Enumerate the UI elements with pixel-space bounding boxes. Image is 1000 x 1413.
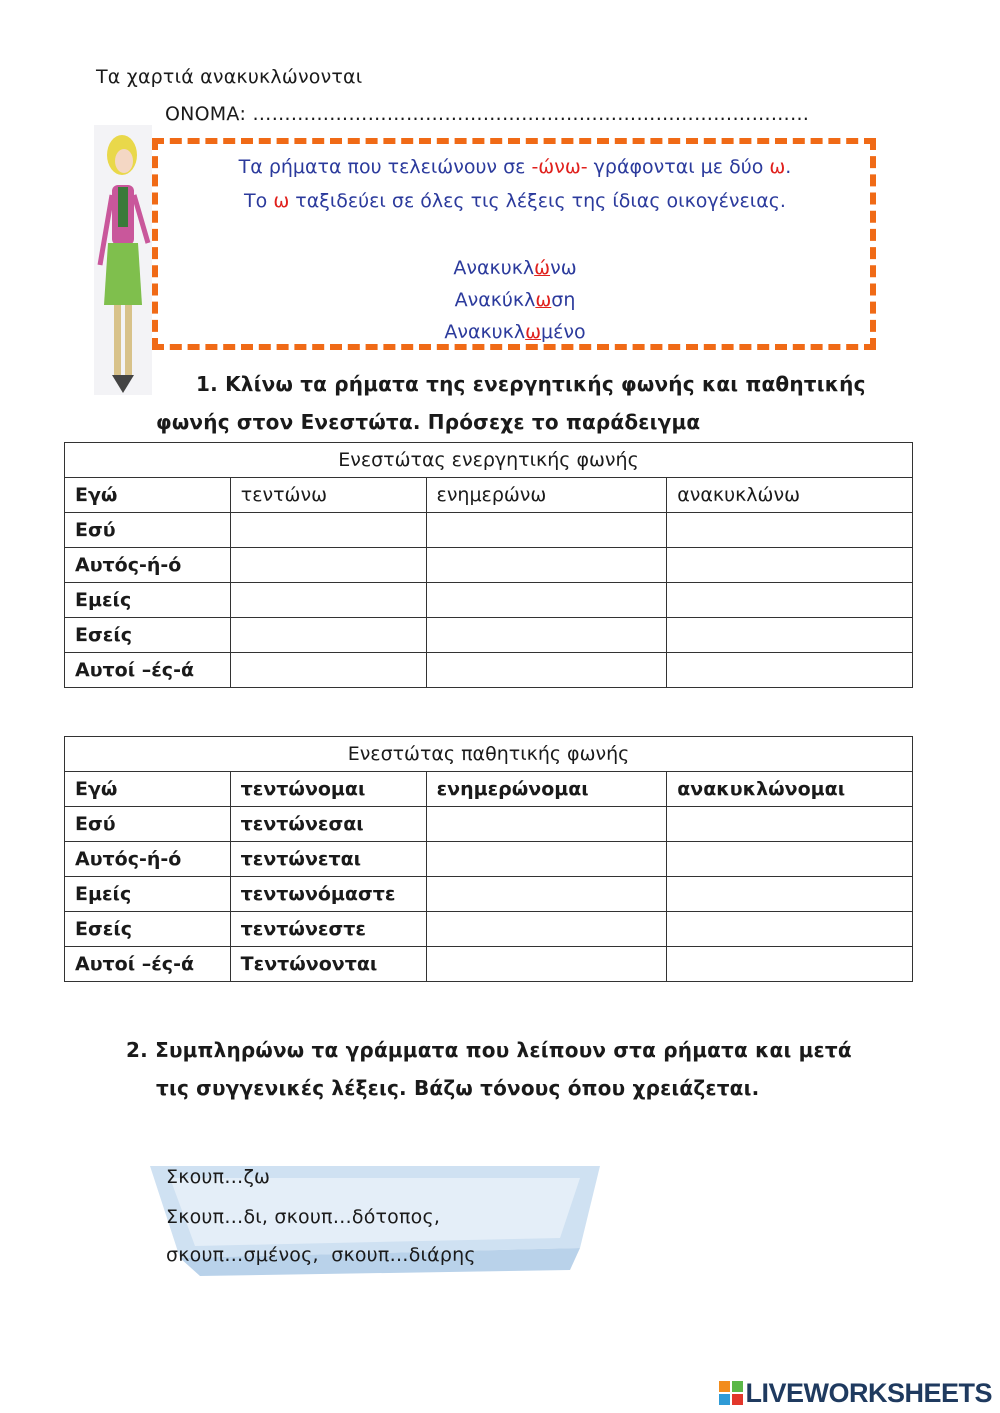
answer-cell[interactable] bbox=[667, 618, 913, 653]
answer-cell[interactable] bbox=[426, 548, 667, 583]
answer-cell[interactable] bbox=[426, 653, 667, 688]
exercise-2-instruction-cont: τις συγγενικές λέξεις. Βάζω τόνους όπου χρειάζεται. bbox=[156, 1076, 760, 1100]
table-caption: Ενεστώτας ενεργητικής φωνής bbox=[65, 443, 913, 478]
answer-cell[interactable] bbox=[426, 513, 667, 548]
name-label: ΟΝΟΜΑ: bbox=[165, 103, 247, 125]
verb-cell: τεντωνόμαστε bbox=[230, 877, 426, 912]
verb-cell: Τεντώνονται bbox=[230, 947, 426, 982]
table-row bbox=[65, 877, 913, 912]
teacher-illustration bbox=[94, 125, 152, 395]
table-row bbox=[65, 807, 913, 842]
pronoun-cell: Εσείς bbox=[65, 912, 231, 947]
verb-cell: τεντώνεσαι bbox=[230, 807, 426, 842]
answer-cell[interactable] bbox=[667, 947, 913, 982]
example-word: Ανακυκλώνω bbox=[453, 257, 577, 279]
table-caption-row bbox=[65, 737, 913, 772]
answer-cell[interactable] bbox=[426, 807, 667, 842]
verb-cell: ενημερώνομαι bbox=[426, 772, 667, 807]
example-word: Ανακύκλωση bbox=[454, 289, 576, 311]
answer-cell[interactable] bbox=[426, 912, 667, 947]
pronoun-cell: Εσύ bbox=[65, 807, 231, 842]
answer-cell[interactable] bbox=[230, 618, 426, 653]
table-row bbox=[65, 513, 913, 548]
pronoun-cell: Αυτός-ή-ό bbox=[65, 548, 231, 583]
answer-cell[interactable] bbox=[667, 513, 913, 548]
table-row bbox=[65, 947, 913, 982]
exercise-2-instruction: 2. Συμπληρώνω τα γράμματα που λείπουν στα ρήματα και μετά bbox=[126, 1038, 852, 1062]
answer-cell[interactable] bbox=[426, 583, 667, 618]
table-row bbox=[65, 583, 913, 618]
pronoun-cell: Εμείς bbox=[65, 877, 231, 912]
table-row bbox=[65, 618, 913, 653]
verb-cell: τεντώνομαι bbox=[230, 772, 426, 807]
answer-cell[interactable] bbox=[230, 583, 426, 618]
logo-mark-icon bbox=[719, 1381, 743, 1405]
pronoun-cell: Εμείς bbox=[65, 583, 231, 618]
table-row bbox=[65, 478, 913, 513]
name-line bbox=[165, 103, 809, 125]
answer-cell[interactable] bbox=[230, 653, 426, 688]
worksheet-subtitle: Τα χαρτιά ανακυκλώνονται bbox=[96, 66, 363, 88]
rule-line-1: Τα ρήματα που τελειώνουν σε -ώνω- γράφονται με δύο ω. bbox=[238, 156, 792, 178]
logo-text: LIVEWORKSHEETS bbox=[745, 1377, 992, 1408]
name-field[interactable]: …………………………………………………………………………… bbox=[252, 103, 810, 125]
verb-cell: τεντώνεται bbox=[230, 842, 426, 877]
verb-cell: ενημερώνω bbox=[426, 478, 667, 513]
fill-in-word[interactable]: Σκουπ…δι, σκουπ…δότοπος, bbox=[166, 1206, 441, 1228]
fill-in-word[interactable]: σκουπ…σμένος, σκουπ…διάρης bbox=[166, 1244, 476, 1266]
answer-cell[interactable] bbox=[230, 548, 426, 583]
passive-voice-table bbox=[64, 736, 913, 982]
table-caption-row bbox=[65, 443, 913, 478]
table-row bbox=[65, 653, 913, 688]
pronoun-cell: Αυτοί –ές-ά bbox=[65, 947, 231, 982]
omega-highlight: ω bbox=[769, 156, 786, 178]
pronoun-cell: Αυτοί –ές-ά bbox=[65, 653, 231, 688]
answer-cell[interactable] bbox=[667, 807, 913, 842]
pronoun-cell: Εσείς bbox=[65, 618, 231, 653]
example-word: Ανακυκλωμένο bbox=[444, 321, 586, 343]
liveworksheets-logo bbox=[719, 1377, 992, 1409]
table-row bbox=[65, 548, 913, 583]
active-voice-table bbox=[64, 442, 913, 688]
answer-cell[interactable] bbox=[667, 583, 913, 618]
pronoun-cell: Εγώ bbox=[65, 772, 231, 807]
table-row bbox=[65, 912, 913, 947]
answer-cell[interactable] bbox=[667, 877, 913, 912]
answer-cell[interactable] bbox=[426, 842, 667, 877]
answer-cell[interactable] bbox=[426, 618, 667, 653]
answer-cell[interactable] bbox=[667, 842, 913, 877]
verb-cell: ανακυκλώνομαι bbox=[667, 772, 913, 807]
answer-cell[interactable] bbox=[426, 877, 667, 912]
pronoun-cell: Εγώ bbox=[65, 478, 231, 513]
answer-cell[interactable] bbox=[667, 653, 913, 688]
fill-in-word[interactable]: Σκουπ…ζω bbox=[166, 1166, 271, 1188]
verb-cell: τεντώνεστε bbox=[230, 912, 426, 947]
omega-highlight: ω bbox=[273, 190, 290, 212]
example-word-list bbox=[160, 252, 870, 348]
table-caption: Ενεστώτας παθητικής φωνής bbox=[65, 737, 913, 772]
answer-cell[interactable] bbox=[667, 912, 913, 947]
table-row bbox=[65, 842, 913, 877]
verb-cell: ανακυκλώνω bbox=[667, 478, 913, 513]
rule-line-2: Το ω ταξιδεύει σε όλες τις λέξεις της ίδιας οικογένειας. bbox=[244, 190, 786, 212]
pronoun-cell: Αυτός-ή-ό bbox=[65, 842, 231, 877]
rule-text bbox=[160, 150, 870, 218]
answer-cell[interactable] bbox=[667, 548, 913, 583]
answer-cell[interactable] bbox=[426, 947, 667, 982]
exercise-1-instruction-cont: φωνής στον Ενεστώτα. Πρόσεχε το παράδειγμα bbox=[156, 410, 701, 434]
pronoun-cell: Εσύ bbox=[65, 513, 231, 548]
answer-cell[interactable] bbox=[230, 513, 426, 548]
exercise-1-instruction: 1. Κλίνω τα ρήματα της ενεργητικής φωνής και παθητικής bbox=[196, 372, 866, 396]
ending-highlight: -ώνω- bbox=[531, 156, 588, 178]
table-row bbox=[65, 772, 913, 807]
verb-cell: τεντώνω bbox=[230, 478, 426, 513]
